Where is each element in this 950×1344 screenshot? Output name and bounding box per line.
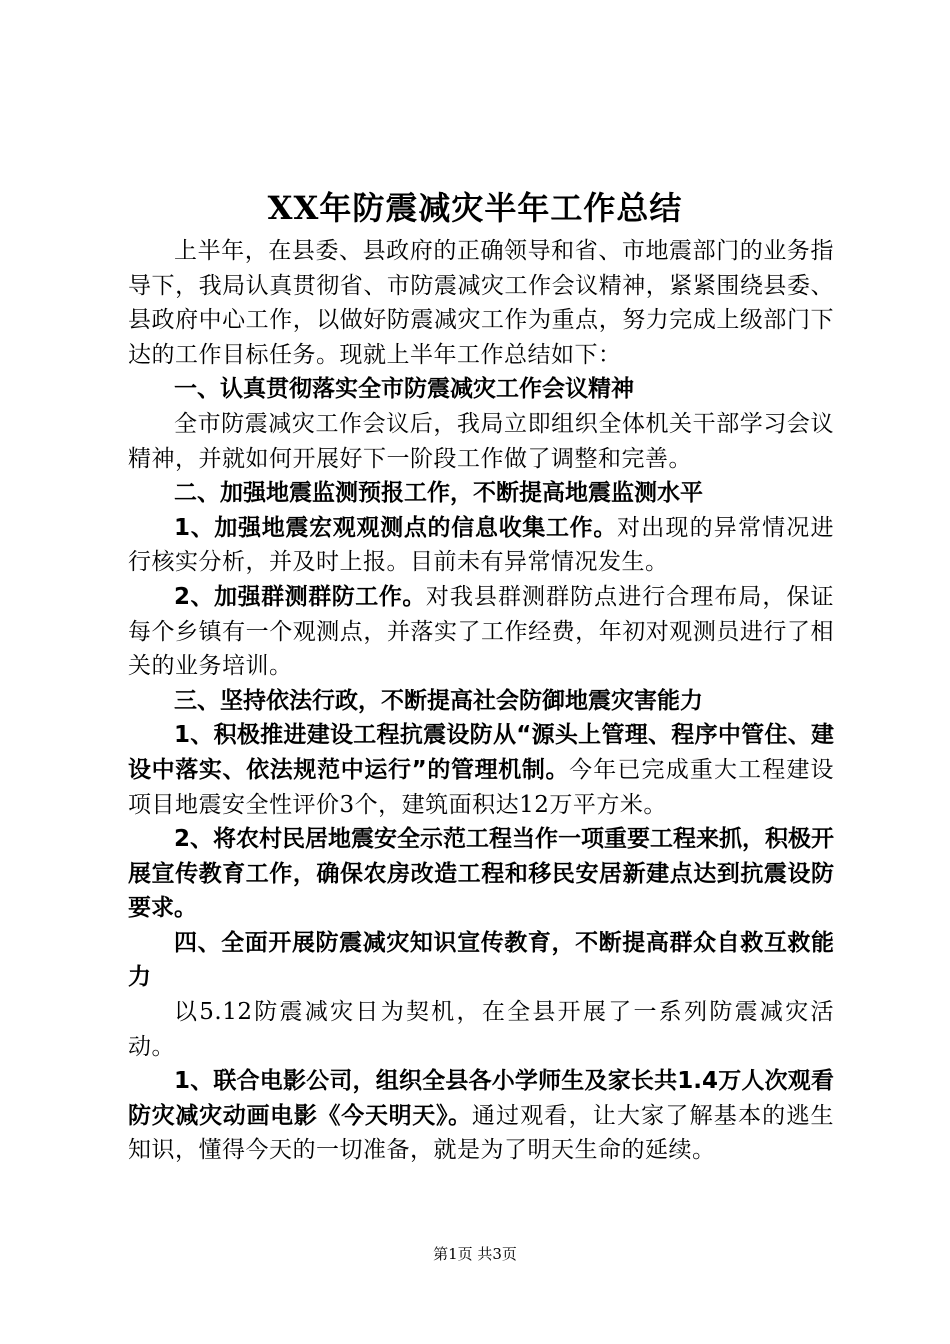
section-4-item-1-lead: 1、联合电影公司，组织全县各小学师生及家长共1.4万人次观看防灾减灾动画电影《今天明天》。 [128,1068,834,1129]
section-2-item-1-lead: 1、加强地震宏观观测点的信息收集工作。 [174,514,618,541]
section-3-item-1 [128,718,834,822]
document-title: XX年防震减灾半年工作总结 [267,189,683,227]
section-3-item-2 [128,822,834,926]
section-3-item-2-lead: 2、将农村民居地震安全示范工程当作一项重要工程来抓，积极开展宣传教育工作，确保农房改造工程和移民安居新建点达到抗震设防要求。 [128,826,835,922]
document-body [128,234,834,1168]
section-2-item-1-text: 对出现的异常情况进行核实分析，并及时上报。目前未有异常情况发生。 [128,514,834,576]
section-3-item-1-text: 今年已完成重大工程建设项目地震安全性评价3个，建筑面积达12万平方米。 [128,756,834,818]
section-4-item-1 [128,1064,834,1168]
section-2-item-2 [128,580,834,684]
page-footer: 第1页 共3页 [433,1245,517,1263]
section-1-heading: 一、认真贯彻落实全市防震减灾工作会议精神 [174,376,634,403]
intro-paragraph: 上半年，在县委、县政府的正确领导和省、市地震部门的业务指导下，我局认真贯彻省、市防震减灾工作会议精神，紧紧围绕县委、县政府中心工作，以做好防震减灾工作为重点，努力完成上级部门下达的工作目标任务。现就上半年工作总结如下： [128,238,834,368]
section-3-item-1-lead: 1、积极推进建设工程抗震设防从“源头上管理、程序中管住、建设中落实、依法规范中运行”的管理机制。 [128,722,834,783]
section-2-heading: 二、加强地震监测预报工作，不断提高地震监测水平 [174,480,703,507]
section-2-item-1 [128,511,834,580]
section-2-item-2-lead: 2、加强群测群防工作。 [174,583,426,610]
section-2-item-2-text: 对我县群测群防点进行合理布局，保证每个乡镇有一个观测点，并落实了工作经费，年初对观测员进行了相关的业务培训。 [128,583,834,680]
section-4-heading: 四、全面开展防震减灾知识宣传教育，不断提高群众自救互救能力 [128,929,834,991]
section-4-item-1-text: 通过观看，让大家了解基本的逃生知识，懂得今天的一切准备，就是为了明天生命的延续。 [128,1102,835,1164]
section-4-paragraph: 以5.12防震减灾日为契机，在全县开展了一系列防震减灾活动。 [128,999,834,1060]
section-1-paragraph: 全市防震减灾工作会议后，我局立即组织全体机关干部学习会议精神，并就如何开展好下一阶段工作做了调整和完善。 [128,410,834,472]
section-3-heading: 三、坚持依法行政，不断提高社会防御地震灾害能力 [174,687,703,714]
